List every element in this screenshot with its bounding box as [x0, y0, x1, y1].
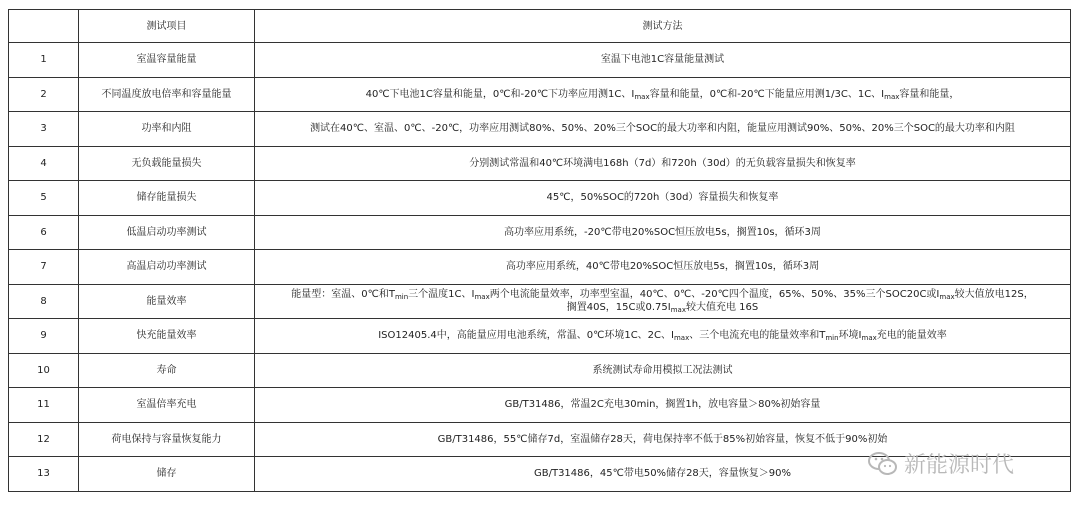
row-number: 3	[9, 112, 79, 147]
table-row	[9, 250, 1071, 285]
table-row	[9, 353, 1071, 388]
row-number: 8	[9, 284, 79, 319]
row-number: 1	[9, 43, 79, 78]
row-item: 荷电保持与容量恢复能力	[79, 422, 255, 457]
row-item: 能量效率	[79, 284, 255, 319]
row-item: 室温倍率充电	[79, 388, 255, 423]
row-item: 寿命	[79, 353, 255, 388]
row-method: GB/T31486，55℃储存7d，室温储存28天，荷电保持率不低于85%初始容量，恢复不低于90%初始	[255, 422, 1071, 457]
row-item: 快充能量效率	[79, 319, 255, 354]
row-method: GB/T31486，45℃带电50%储存28天，容量恢复＞90%	[255, 457, 1071, 492]
row-method: 高功率应用系统，40℃带电20%SOC恒压放电5s，搁置10s，循环3周	[255, 250, 1071, 285]
row-number: 2	[9, 77, 79, 112]
table-row	[9, 112, 1071, 147]
row-item: 高温启动功率测试	[79, 250, 255, 285]
row-method: 室温下电池1C容量能量测试	[255, 43, 1071, 78]
test-spec-table	[8, 9, 1071, 492]
table-row	[9, 77, 1071, 112]
header-number	[9, 10, 79, 43]
row-number: 9	[9, 319, 79, 354]
table-header-row	[9, 10, 1071, 43]
row-item: 无负载能量损失	[79, 146, 255, 181]
row-method: GB/T31486，常温2C充电30min，搁置1h，放电容量＞80%初始容量	[255, 388, 1071, 423]
row-number: 4	[9, 146, 79, 181]
row-method: 分别测试常温和40℃环境满电168h（7d）和720h（30d）的无负载容量损失和恢复率	[255, 146, 1071, 181]
row-item: 室温容量能量	[79, 43, 255, 78]
row-method: 40℃下电池1C容量和能量，0℃和-20℃下功率应用测1C、$I_{max}$容量和能量，0℃和-20℃下能量应用测1/3C、1C、$I_{max}$容量和能量，	[255, 77, 1071, 112]
table-row	[9, 215, 1071, 250]
row-number: 13	[9, 457, 79, 492]
row-number: 7	[9, 250, 79, 285]
row-number: 6	[9, 215, 79, 250]
table-row	[9, 319, 1071, 354]
row-method: 系统测试寿命用模拟工况法测试	[255, 353, 1071, 388]
table-row	[9, 284, 1071, 319]
row-method: 45℃，50%SOC的720h（30d）容量损失和恢复率	[255, 181, 1071, 216]
row-item: 功率和内阻	[79, 112, 255, 147]
row-item: 储存	[79, 457, 255, 492]
row-item: 低温启动功率测试	[79, 215, 255, 250]
header-test-method: 测试方法	[255, 10, 1071, 43]
row-number: 11	[9, 388, 79, 423]
row-method: ISO12405.4中，高能量应用电池系统，常温、0℃环境1C、2C、$I_{max}$、三个电流充电的能量效率和$T_{min}$环境$I_{max}$充电的能量效率	[255, 319, 1071, 354]
wechat-icon	[868, 451, 898, 477]
watermark	[868, 448, 1014, 479]
row-method: 能量型：室温、0℃和$T_{min}$三个温度1C、$I_{max}$两个电流能量效率，功率型室温，40℃、0℃、-20℃四个温度，65%、50%、35%三个SOC20C或$I_{max}$较大值放电12S， 搁置40S，15C或$0.75I_{max}$较大值充电 16S	[255, 284, 1071, 319]
table-row	[9, 388, 1071, 423]
row-method: 高功率应用系统，-20℃带电20%SOC恒压放电5s，搁置10s，循环3周	[255, 215, 1071, 250]
watermark-text: 新能源时代	[904, 453, 1015, 478]
row-method: 测试在40℃、室温、0℃、-20℃，功率应用测试80%、50%、20%三个SOC的最大功率和内阻，能量应用测试90%、50%、20%三个SOC的最大功率和内阻	[255, 112, 1071, 147]
row-number: 10	[9, 353, 79, 388]
row-item: 储存能量损失	[79, 181, 255, 216]
row-number: 12	[9, 422, 79, 457]
row-item: 不同温度放电倍率和容量能量	[79, 77, 255, 112]
table-row	[9, 43, 1071, 78]
table-row	[9, 181, 1071, 216]
table-row	[9, 146, 1071, 181]
header-test-item: 测试项目	[79, 10, 255, 43]
row-number: 5	[9, 181, 79, 216]
